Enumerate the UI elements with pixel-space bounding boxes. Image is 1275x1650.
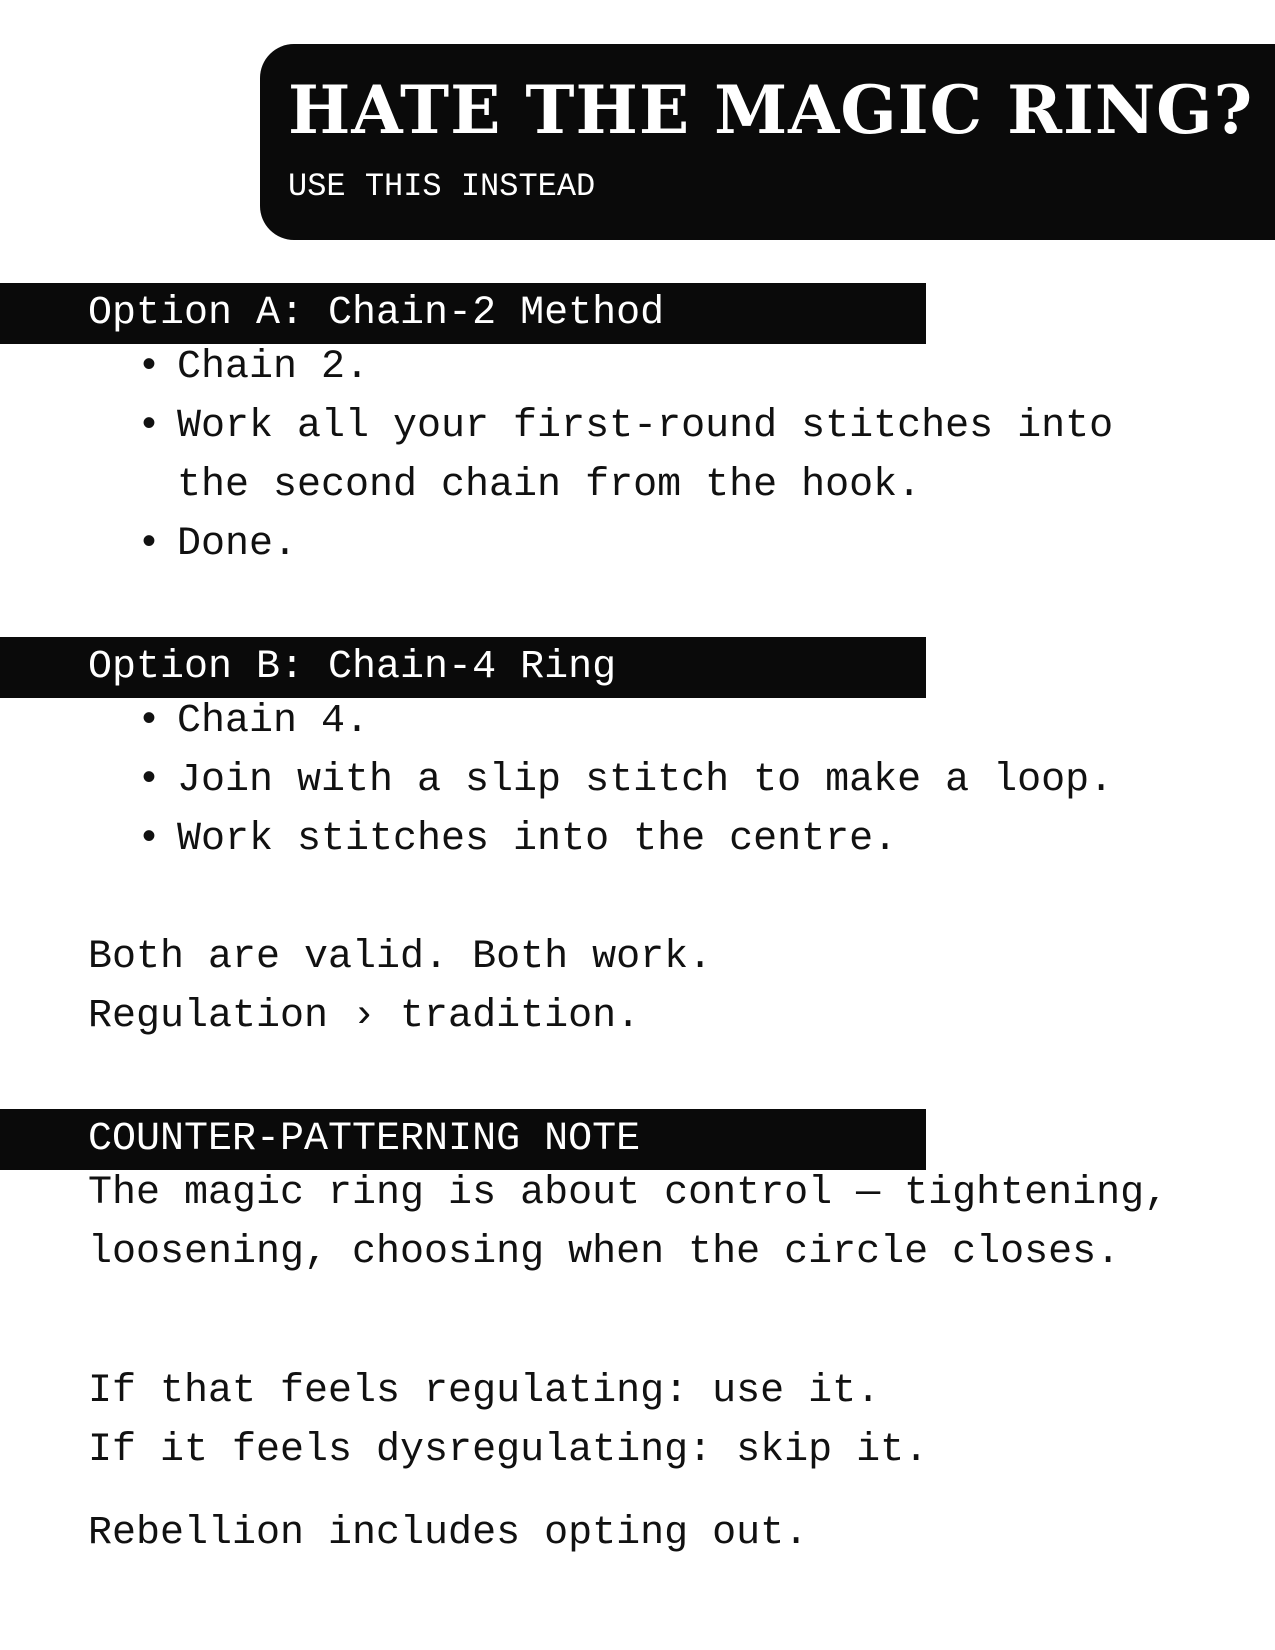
section-heading-option-a: Option A: Chain-2 Method	[0, 283, 926, 344]
option-a-list	[0, 338, 1275, 574]
list-item	[0, 751, 1275, 810]
bullet-icon: •	[137, 817, 162, 862]
bullet-icon: •	[137, 404, 162, 449]
summary-line-1: Both are valid. Both work.	[88, 935, 713, 980]
list-item-text: Join with a slip stitch to make a loop.	[177, 758, 1114, 803]
note-line-dysregulating: If it feels dysregulating: skip it.	[88, 1428, 929, 1473]
section-heading-option-b: Option B: Chain-4 Ring	[0, 637, 926, 698]
page-title: HATE THE MAGIC RING?	[288, 71, 1254, 149]
list-item-text: Chain 4.	[177, 699, 370, 744]
bullet-icon: •	[137, 345, 162, 390]
list-item-text: Chain 2.	[177, 345, 370, 390]
list-item-text: Work all your first-round stitches into the second chain from the hook.	[177, 404, 1114, 508]
bullet-icon: •	[137, 699, 162, 744]
bullet-icon: •	[137, 758, 162, 803]
list-item-text: Done.	[177, 522, 298, 567]
list-item	[0, 515, 1275, 574]
note-closing-line: Rebellion includes opting out.	[88, 1511, 809, 1556]
note-line-regulating: If that feels regulating: use it.	[88, 1369, 881, 1414]
summary-line-2: Regulation › tradition.	[88, 994, 641, 1039]
list-item	[0, 397, 1275, 515]
list-item-text: Work stitches into the centre.	[177, 817, 898, 862]
list-item	[0, 692, 1275, 751]
list-item	[0, 810, 1275, 869]
title-banner	[260, 44, 1275, 240]
list-item	[0, 338, 1275, 397]
page-subtitle: USE THIS INSTEAD	[288, 168, 596, 205]
section-heading-note: COUNTER-PATTERNING NOTE	[0, 1109, 926, 1170]
option-b-list	[0, 692, 1275, 869]
bullet-icon: •	[137, 522, 162, 567]
note-paragraph: The magic ring is about control — tightening, loosening, choosing when the circle closes.	[88, 1171, 1169, 1275]
